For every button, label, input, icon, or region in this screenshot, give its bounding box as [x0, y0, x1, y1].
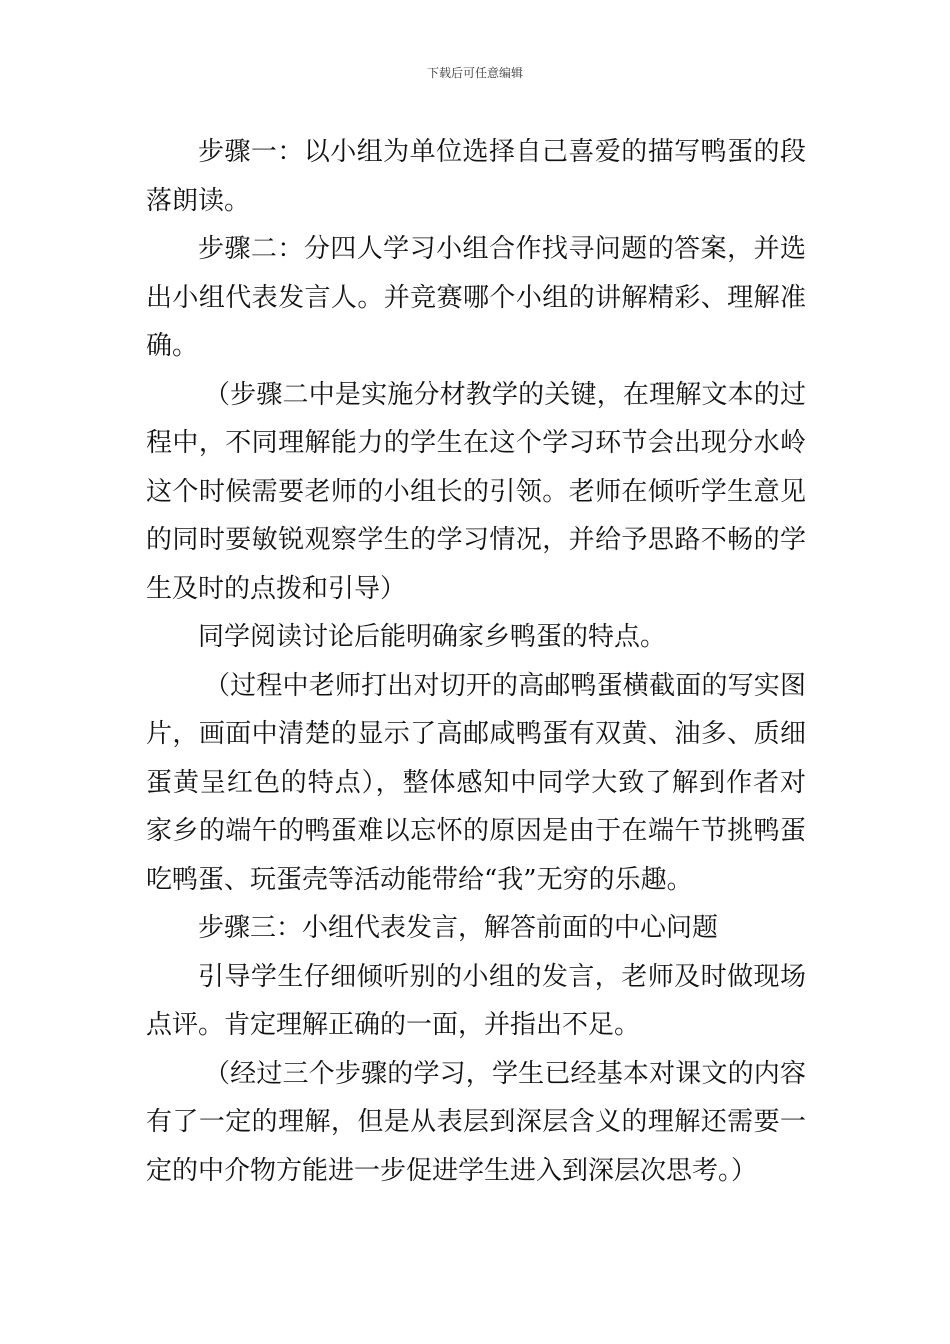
paragraph-step-two-note: （步骤二中是实施分材教学的关键，在理解文本的过程中，不同理解能力的学生在这个学习环节会出现分水岭这个时候需要老师的小组长的引领。老师在倾听学生意见的同时要敏锐观察学生的学习情况，并给予思路不畅的学生及时的点拨和引导）	[146, 379, 806, 604]
page-header: 下载后可任意编辑	[426, 66, 523, 80]
paragraph-picture-note: （过程中老师打出对切开的高邮鸭蛋横截面的写实图片，画面中清楚的显示了高邮咸鸭蛋有双黄、油多、质细蛋黄呈红色的特点），整体感知中同学大致了解到作者对家乡的端午的鸭蛋难以忘怀的原因是由于在端午节挑鸭蛋吃鸭蛋、玩蛋壳等活动能带给“我”无穷的乐趣。	[146, 670, 806, 895]
paragraph-discussion: 同学阅读讨论后能明确家乡鸭蛋的特点。	[198, 622, 667, 652]
paragraph-summary-note: （经过三个步骤的学习，学生已经基本对课文的内容有了一定的理解，但是从表层到深层含义的理解还需要一定的中介物方能进一步促进学生进入到深层次思考。）	[146, 1058, 806, 1186]
document-body	[146, 128, 806, 1195]
paragraph-step-three: 步骤三：小组代表发言，解答前面的中心问题	[198, 913, 719, 943]
paragraph-step-one: 步骤一：以小组为单位选择自己喜爱的描写鸭蛋的段落朗读。	[146, 137, 806, 216]
paragraph-step-two: 步骤二：分四人学习小组合作找寻问题的答案，并选出小组代表发言人。并竞赛哪个小组的讲解精彩、理解准确。	[146, 234, 806, 361]
paragraph-guidance: 引导学生仔细倾听别的小组的发言，老师及时做现场点评。肯定理解正确的一面，并指出不足。	[146, 961, 806, 1040]
